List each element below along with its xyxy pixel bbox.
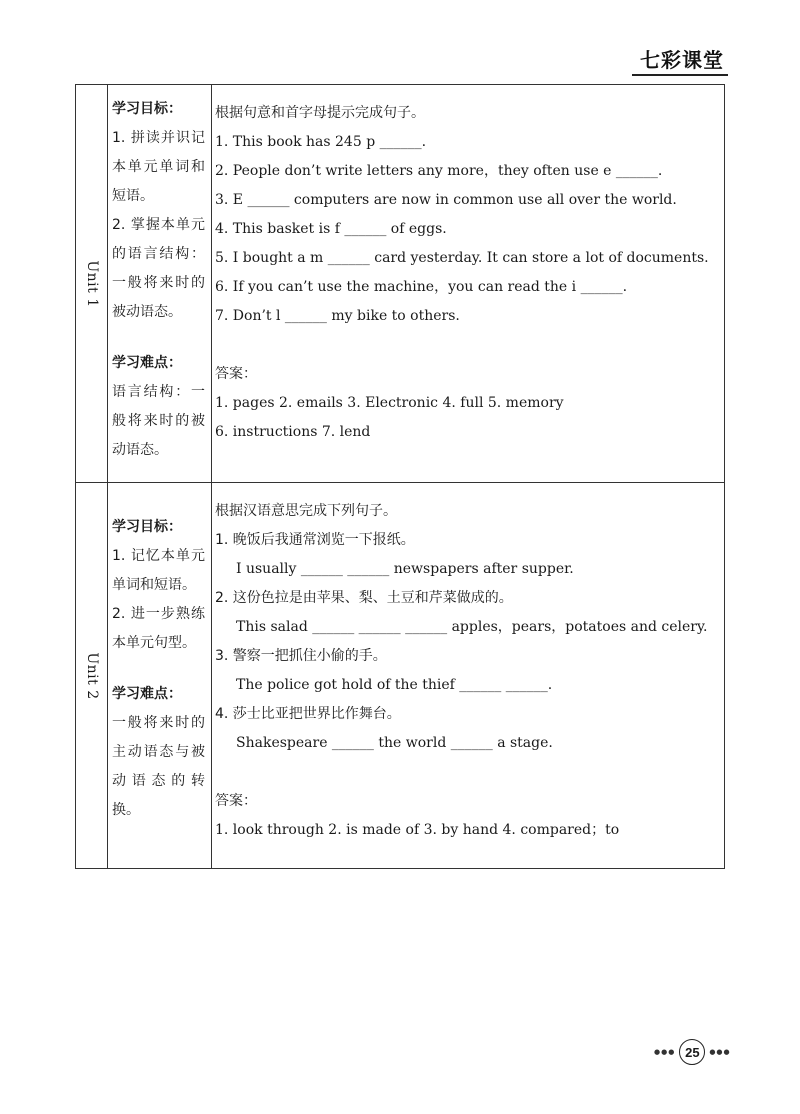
goal-item: 1. 记忆本单元单词和短语。 xyxy=(112,548,205,593)
exercise-instruction: 根据句意和首字母提示完成句子。 xyxy=(215,105,425,121)
brand-logo: 七彩课堂 xyxy=(640,48,724,72)
exercise-item: 6. If you can’t use the machine，you can read the i ______. xyxy=(215,279,628,295)
exercise-item-english: Shakespeare ______ the world ______ a stage. xyxy=(236,735,553,751)
goal-item: 1. 拼读并识记本单元单词和短语。 xyxy=(112,130,205,204)
exercise-item-chinese: 1. 晚饭后我通常浏览一下报纸。 xyxy=(215,532,415,548)
exercise-item-chinese: 2. 这份色拉是由苹果、梨、土豆和芹菜做成的。 xyxy=(215,590,513,606)
unit-label-cell xyxy=(76,483,108,869)
goal-item: 2. 掌握本单元的语言结构：一般将来时的被动语态。 xyxy=(112,217,205,320)
header-divider xyxy=(632,74,728,76)
goals-heading: 学习目标： xyxy=(112,101,182,117)
difficulties-heading: 学习难点： xyxy=(112,686,182,702)
answer-line: 6. instructions 7. lend xyxy=(215,424,371,440)
exercise-item-chinese: 4. 莎士比亚把世界比作舞台。 xyxy=(215,706,401,722)
exercise-item: 3. E ______ computers are now in common use all over the world. xyxy=(215,192,677,208)
exercise-item: 5. I bought a m ______ card yesterday. It can store a lot of documents. xyxy=(215,250,709,266)
page-number xyxy=(654,1040,731,1064)
answer-heading: 答案： xyxy=(215,793,257,809)
exercise-instruction: 根据汉语意思完成下列句子。 xyxy=(215,503,397,519)
exercise-item-english: I usually ______ ______ newspapers after supper. xyxy=(236,561,574,577)
exercise-item-english: This salad ______ ______ ______ apples，pears，potatoes and celery. xyxy=(236,619,708,635)
lesson-table xyxy=(75,84,725,869)
unit-label: Unit 1 xyxy=(83,259,100,308)
goals-cell xyxy=(108,483,212,869)
difficulties-text: 一般将来时的主动语态与被动语态的转换。 xyxy=(112,715,205,818)
answer-heading: 答案： xyxy=(215,366,257,382)
unit-label: Unit 2 xyxy=(83,651,100,700)
exercise-cell xyxy=(212,483,725,869)
answer-line: 1. pages 2. emails 3. Electronic 4. full 5. memory xyxy=(215,395,564,411)
exercise-item: 7. Don’t l ______ my bike to others. xyxy=(215,308,460,324)
decorative-dots: ●●● xyxy=(709,1048,731,1056)
exercise-item-english: The police got hold of the thief ______ ______. xyxy=(236,677,553,693)
exercise-cell xyxy=(212,85,725,483)
exercise-item: 1. This book has 245 p ______. xyxy=(215,134,427,150)
exercise-item-chinese: 3. 警察一把抓住小偷的手。 xyxy=(215,648,387,664)
goals-cell xyxy=(108,85,212,483)
unit-row xyxy=(76,85,725,483)
unit-label-cell xyxy=(76,85,108,483)
exercise-item: 2. People don’t write letters any more，they often use e ______. xyxy=(215,163,663,179)
exercise-item: 4. This basket is f ______ of eggs. xyxy=(215,221,447,237)
goals-heading: 学习目标： xyxy=(112,519,182,535)
difficulties-heading: 学习难点： xyxy=(112,355,182,371)
page-number-badge: 25 xyxy=(679,1039,705,1065)
goal-item: 2. 进一步熟练本单元句型。 xyxy=(112,606,205,651)
answer-line: 1. look through 2. is made of 3. by hand 4. compared；to xyxy=(215,822,620,838)
unit-row xyxy=(76,483,725,869)
difficulties-text: 语言结构：一般将来时的被动语态。 xyxy=(112,384,205,458)
decorative-dots: ●●● xyxy=(654,1048,676,1056)
